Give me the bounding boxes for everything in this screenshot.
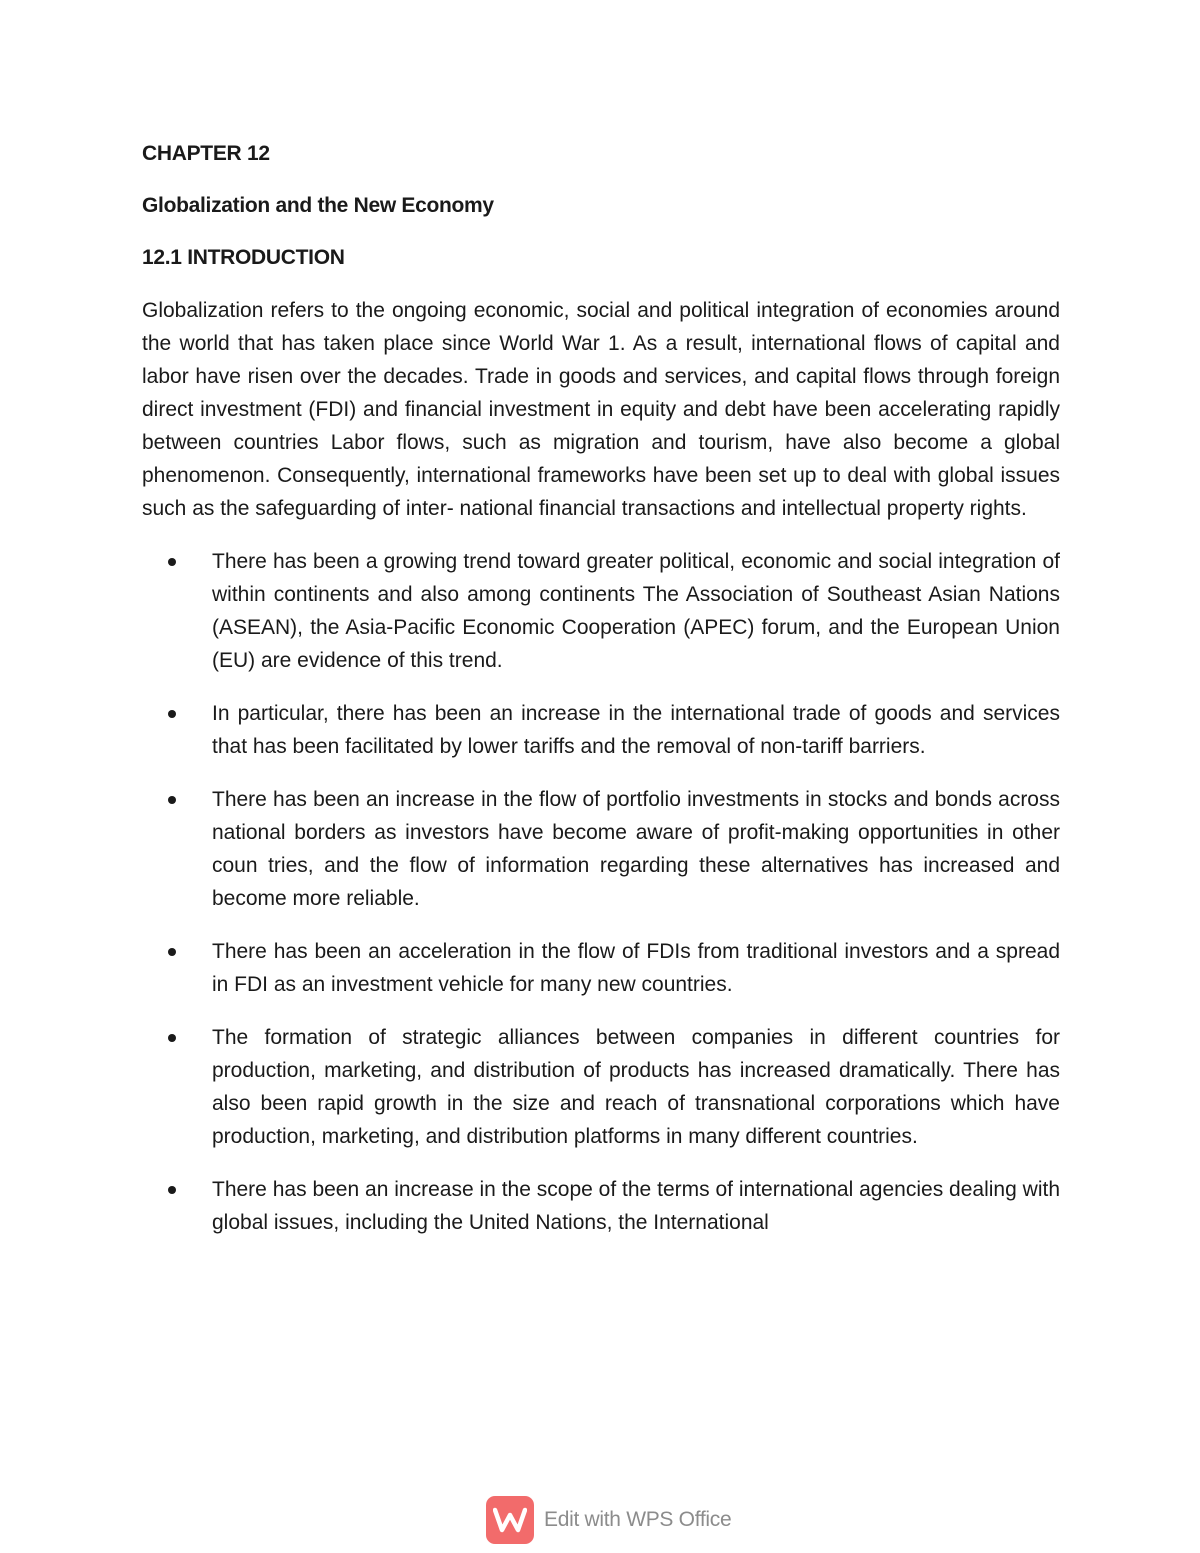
bullet-icon	[168, 1034, 176, 1042]
list-item	[142, 783, 1060, 915]
bullet-icon	[168, 558, 176, 566]
list-item-text: There has been a growing trend toward greater political, economic and social integration of within continents and also among continents The Association of Southeast Asian Nations (ASEAN), the Asia-Pacific Economic Cooperation (APEC) forum, and the European Union (EU) are evidence of this trend.	[212, 550, 1060, 672]
list-item	[142, 1173, 1060, 1239]
list-item-text: In particular, there has been an increase in the international trade of goods and services that has been facilitated by lower tariffs and the removal of non-tariff barriers.	[212, 702, 1060, 758]
list-item-text: There has been an increase in the scope of the terms of international agencies dealing with global issues, including the United Nations, the International	[212, 1178, 1060, 1234]
list-item	[142, 935, 1060, 1001]
list-item	[142, 697, 1060, 763]
list-item-text: The formation of strategic alliances between companies in different countries for production, marketing, and distribution of products has increased dramatically. There has also been rapid growth in the size and reach of transnational corporations which have production, marketing, and distribution platforms in many different countries.	[212, 1026, 1060, 1148]
bullet-list	[142, 545, 1060, 1239]
wps-w-glyph-icon	[493, 1507, 527, 1533]
list-item-text: There has been an acceleration in the flow of FDIs from traditional investors and a spread in FDI as an investment vehicle for many new countries.	[212, 940, 1060, 996]
bullet-icon	[168, 1186, 176, 1194]
bullet-icon	[168, 948, 176, 956]
intro-paragraph: Globalization refers to the ongoing economic, social and political integration of economies around the world that has taken place since World War 1. As a result, international flows of capital and labor have risen over the decades. Trade in goods and services, and capital flows through foreign direct investment (FDI) and financial investment in equity and debt have been accelerating rapidly between countries Labor flows, such as migration and tourism, have also become a global phenomenon. Consequently, international frameworks have been set up to deal with global issues such as the safeguarding of inter- national financial transactions and intellectual property rights.	[142, 299, 1060, 520]
list-item	[142, 545, 1060, 677]
document-page	[142, 138, 1060, 1259]
chapter-title: Globalization and the New Economy	[142, 194, 494, 217]
wps-watermark[interactable]	[486, 1496, 731, 1544]
list-item	[142, 1021, 1060, 1153]
wps-logo-icon	[486, 1496, 534, 1544]
list-item-text: There has been an increase in the flow of portfolio investments in stocks and bonds across national borders as investors have become aware of profit-making opportunities in other coun tries, and the flow of information regarding these alternatives has increased and become more reliable.	[212, 788, 1060, 910]
bullet-icon	[168, 796, 176, 804]
section-heading: 12.1 INTRODUCTION	[142, 246, 345, 269]
chapter-heading: CHAPTER 12	[142, 142, 270, 165]
bullet-icon	[168, 710, 176, 718]
wps-watermark-label: Edit with WPS Office	[544, 1508, 732, 1531]
